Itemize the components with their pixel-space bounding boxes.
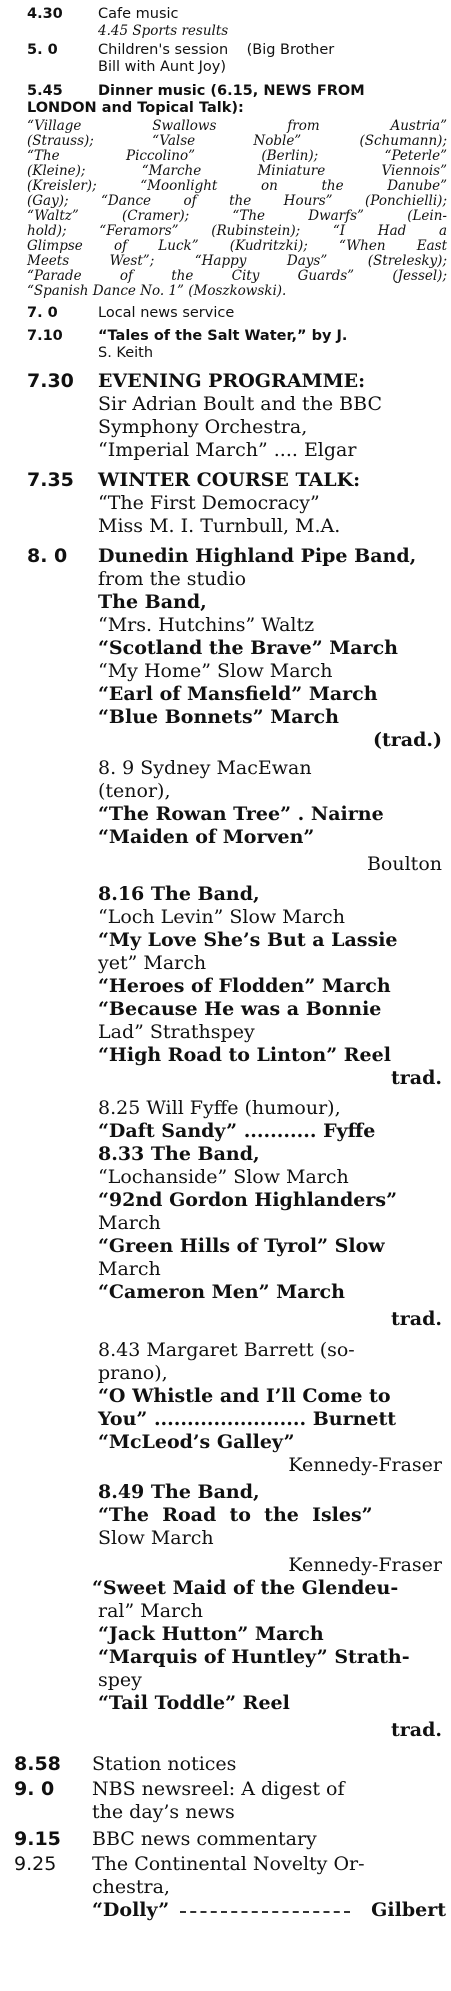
entry-text: “Tales of the Salt Water,” by J.	[98, 328, 348, 344]
programme-line: March	[98, 1258, 161, 1280]
programme-line: “Tail Toddle” Reel	[98, 1692, 290, 1714]
dinner-music-line: Meets West”; “Happy Days” (Strelesky);	[27, 253, 447, 269]
time-500: 5. 0	[27, 42, 58, 58]
programme-line: “92nd Gordon Highlanders”	[98, 1189, 397, 1211]
programme-line: “Jack Hutton” March	[98, 1623, 324, 1645]
programme-line: “High Road to Linton” Reel	[98, 1044, 391, 1066]
dinner-music-line: “The Piccolino” (Berlin); “Peterle”	[27, 148, 447, 164]
programme-line: Miss M. I. Turnbull, M.A.	[98, 515, 341, 537]
section-heading: EVENING PROGRAMME:	[98, 370, 366, 392]
programme-line: “Blue Bonnets” March	[98, 706, 339, 728]
time-430: 4.30	[27, 6, 63, 22]
time-735: 7.35	[27, 469, 74, 491]
programme-line: 8.33 The Band,	[98, 1143, 260, 1165]
programme-line: “McLeod’s Galley”	[98, 1431, 295, 1453]
programme-line: Kennedy-Fraser	[288, 1454, 442, 1476]
programme-line: Kennedy-Fraser	[288, 1554, 442, 1576]
programme-line: “The Road to the Isles”	[98, 1504, 373, 1526]
programme-line: 8.43 Margaret Barrett (so-	[98, 1339, 355, 1361]
programme-line: 8.16 The Band,	[98, 883, 260, 905]
programme-line: “Loch Levin” Slow March	[98, 906, 345, 928]
time-545: 5.45	[27, 83, 63, 99]
programme-line: trad.	[391, 1308, 442, 1330]
programme-line: “My Home” Slow March	[98, 660, 333, 682]
programme-line: ral” March	[98, 1600, 203, 1622]
programme-line: The Continental Novelty Or-	[92, 1853, 365, 1875]
programme-line: prano),	[98, 1362, 168, 1384]
dinner-music-line: “Village Swallows from Austria”	[27, 118, 447, 134]
dinner-music-line: (Strauss); “Valse Noble” (Schumann);	[27, 133, 447, 149]
entry-text: Children's session (Big Brother	[98, 42, 335, 58]
programme-line: “My Love She’s But a Lassie	[98, 929, 398, 951]
time-700: 7. 0	[27, 305, 58, 321]
programme-line: “Lochanside” Slow March	[98, 1166, 349, 1188]
dinner-music-line: (Kreisler); “Moonlight on the Danube”	[27, 178, 447, 194]
programme-line: Station notices	[92, 1753, 237, 1775]
programme-line: “Marquis of Huntley” Strath-	[98, 1646, 410, 1668]
dinner-music-line: (Kleine); “Marche Miniature Viennois”	[27, 163, 447, 179]
time-730: 7.30	[27, 370, 74, 392]
programme-line: “Maiden of Morven”	[98, 826, 315, 848]
programme-line: “Heroes of Flodden” March	[98, 975, 391, 997]
programme-line: Gilbert	[371, 1899, 446, 1921]
programme-line: “Dolly”	[92, 1899, 170, 1921]
programme-line: (trad.)	[373, 729, 442, 751]
programme-line: You” ....................... Burnett	[98, 1408, 397, 1430]
programme-line: “Scotland the Brave” March	[98, 637, 398, 659]
programme-line: “Because He was a Bonnie	[98, 998, 382, 1020]
dinner-music-line: “Waltz” (Cramer); “The Dwarfs” (Lein-	[27, 208, 447, 224]
programme-line: 8. 9 Sydney MacEwan	[98, 757, 312, 779]
dinner-music-line: Glimpse of Luck” (Kudritzki); “When East	[27, 238, 447, 254]
programme-line: trad.	[391, 1067, 442, 1089]
programme-line: The Band,	[98, 591, 207, 613]
programme-line: “Sweet Maid of the Glendeu-	[92, 1577, 399, 1599]
programme-line: trad.	[391, 1719, 442, 1741]
programme-line: “Mrs. Hutchins” Waltz	[98, 614, 315, 636]
programme-line: yet” March	[98, 952, 207, 974]
programme-line: spey	[98, 1669, 142, 1691]
dinner-music-line: “Parade of the City Guards” (Jessel);	[27, 268, 447, 284]
time-915: 9.15	[14, 1828, 61, 1850]
dinner-music-line: “Spanish Dance No. 1” (Moszkowski).	[27, 283, 287, 299]
programme-line: the day’s news	[92, 1801, 235, 1823]
time-858: 8.58	[14, 1753, 61, 1775]
programme-line: “O Whistle and I’ll Come to	[98, 1385, 391, 1407]
programme-line: Slow March	[98, 1527, 214, 1549]
entry-text: LONDON and Topical Talk):	[27, 100, 244, 116]
programme-line: 8.49 The Band,	[98, 1481, 260, 1503]
programme-line: Dunedin Highland Pipe Band,	[98, 545, 417, 567]
programme-line: “Daft Sandy” ........... Fyffe	[98, 1120, 376, 1142]
programme-line: Boulton	[366, 853, 442, 875]
entry-text: S. Keith	[98, 345, 154, 361]
entry-text: 4.45 Sports results	[98, 23, 229, 39]
entry-text: Cafe music	[98, 6, 179, 22]
programme-line: “The Rowan Tree” . Nairne	[98, 803, 384, 825]
time-925: 9.25	[14, 1853, 57, 1875]
programme-line: chestra,	[92, 1876, 170, 1898]
programme-line: 8.25 Will Fyffe (humour),	[98, 1097, 341, 1119]
dinner-music-line: hold); “Feramors” (Rubinstein); “I Had a	[27, 223, 447, 239]
programme-line: “Imperial March” .... Elgar	[98, 439, 357, 461]
time-900: 9. 0	[14, 1778, 55, 1800]
time-800: 8. 0	[27, 545, 68, 567]
programme-line: NBS newsreel: A digest of	[92, 1778, 345, 1800]
programme-line: “Green Hills of Tyrol” Slow	[98, 1235, 385, 1257]
programme-line: (tenor),	[98, 780, 171, 802]
programme-line: March	[98, 1212, 161, 1234]
programme-line: “Cameron Men” March	[98, 1281, 345, 1303]
time-710: 7.10	[27, 328, 63, 344]
programme-line: “Earl of Mansfield” March	[98, 683, 378, 705]
programme-line: “The First Democracy”	[98, 492, 320, 514]
programme-line: Sir Adrian Boult and the BBC	[98, 393, 382, 415]
entry-text: Bill with Aunt Joy)	[98, 59, 226, 75]
entry-text: Dinner music (6.15, NEWS FROM	[98, 83, 365, 99]
entry-text: Local news service	[98, 305, 235, 321]
dotted-leader	[180, 1911, 350, 1913]
section-heading: WINTER COURSE TALK:	[98, 469, 361, 491]
programme-line: from the studio	[98, 568, 247, 590]
dinner-music-line: (Gay); “Dance of the Hours” (Ponchielli);	[27, 193, 447, 209]
programme-line: Lad” Strathspey	[98, 1021, 255, 1043]
programme-line: Symphony Orchestra,	[98, 416, 308, 438]
programme-line: BBC news commentary	[92, 1828, 317, 1850]
